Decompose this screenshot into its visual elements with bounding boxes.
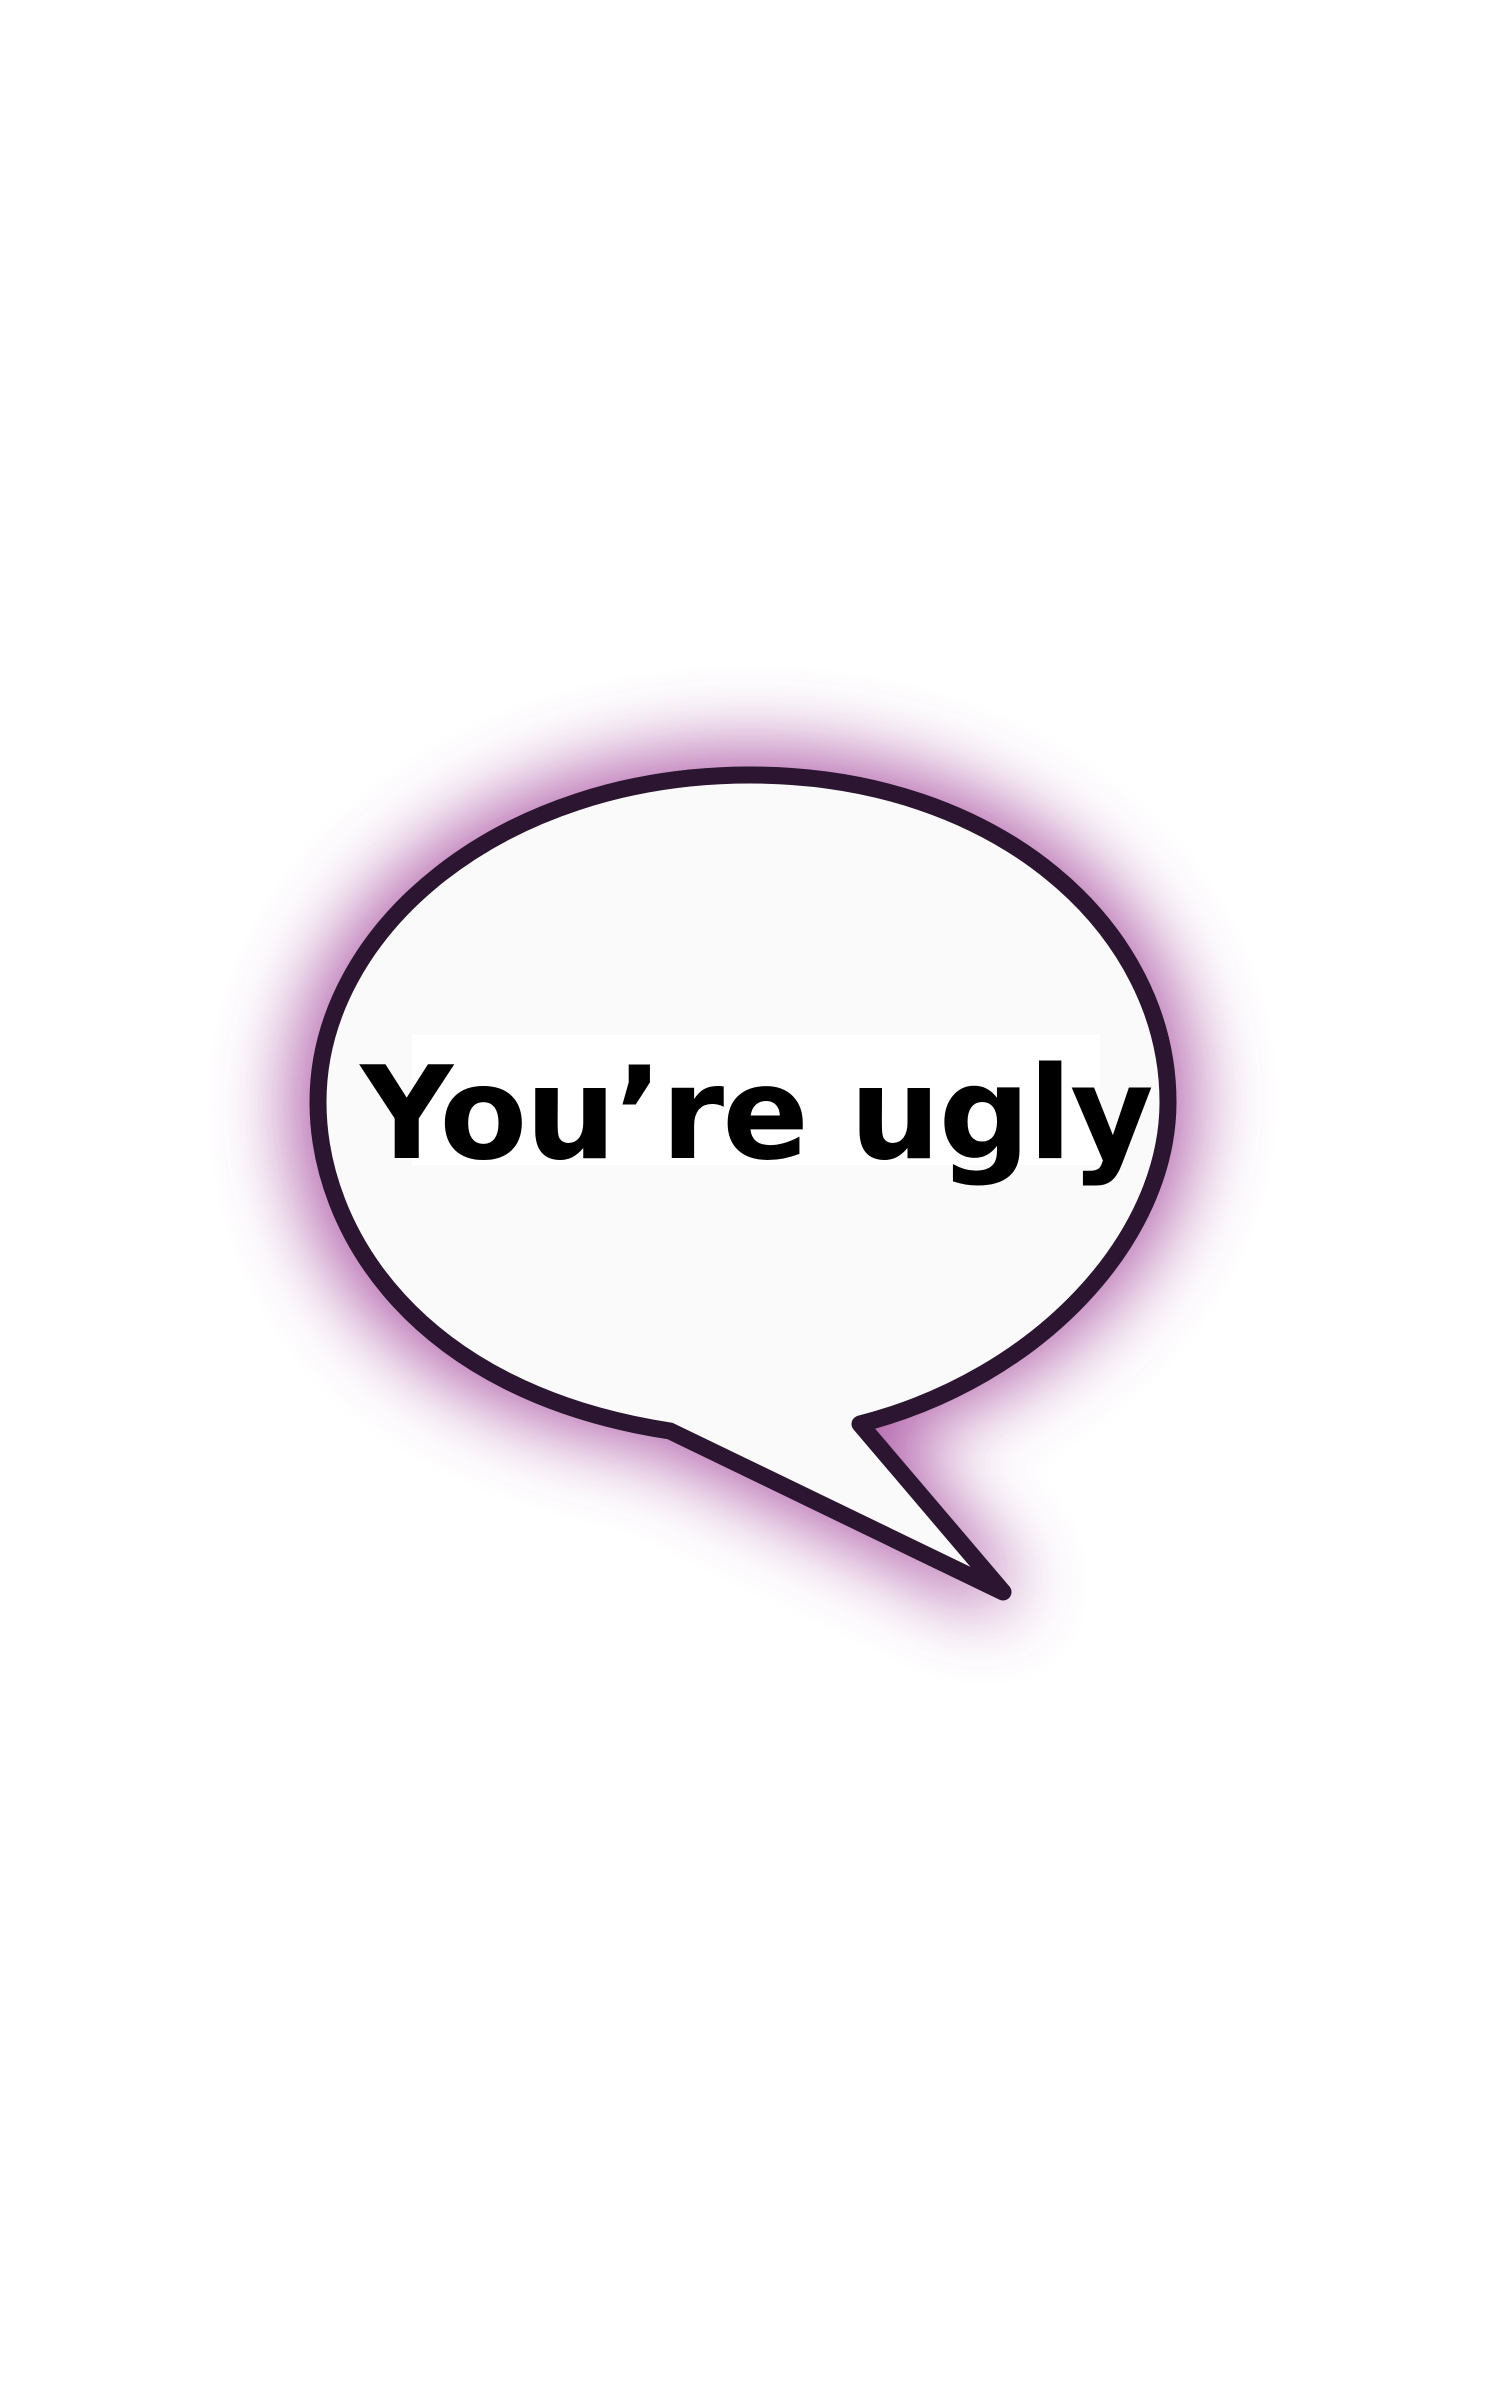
speech-text: You’re ugly [360,1040,1152,1189]
